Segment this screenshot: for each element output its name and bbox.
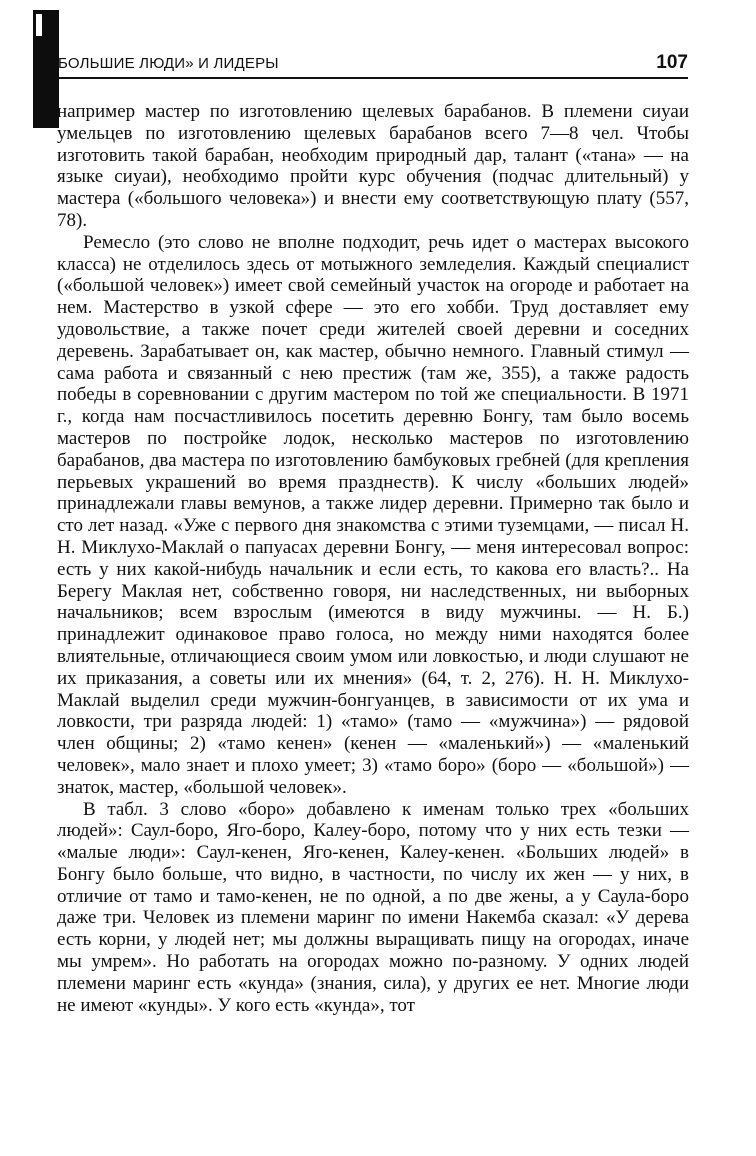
paragraph-3: В табл. 3 слово «боро» добавлено к именам только трех «больших людей»: Саул-боро, Яго-боро, Калеу-боро, потому что у них есть тезки — «малые люди»: Саул-кенен, Яго-кенен, Калеу-кенен. «Больших людей» в Бонгу было больше, что видно, в частности, по числу их жен — у них, в отличие от тамо и тамо-кенен, не по одной, а по две жены, а у Саула-боро даже три. Человек из племени маринг по имени Накемба сказал: «У дерева есть корни, у людей нет; мы должны выращивать пищу на огородах, иначе мы умрем». Но работать на огородах можно по-разному. У одних людей племени маринг есть «кунда» (знания, сила), у других ее нет. Многие люди не имеют «кунды». У кого есть «кунда», тот <box>57 798 689 1016</box>
running-head <box>58 52 688 74</box>
page-number: 107 <box>656 52 688 73</box>
header-rule <box>58 77 688 79</box>
binding-notch <box>36 14 42 36</box>
paragraph-2: Ремесло (это слово не вполне подходит, речь идет о мастерах высокого класса) не отделилось здесь от мотыжного земледелия. Каждый специалист («большой человек») имеет свой семейный участок на огороде и работает на нем. Мастерство в узкой сфере — это его хобби. Труд доставляет ему удовольствие, а также почет среди жителей своей деревни и соседних деревень. Зарабатывает он, как мастер, обычно немного. Главный стимул — сама работа и связанный с нею престиж (там же, 355), а также радость победы в соревновании с другим мастером по той же специальности. В 1971 г., когда нам посчастливилось посетить деревню Бонгу, там было восемь мастеров по постройке лодок, несколько мастеров по изготовлению барабанов, два мастера по изготовлению бамбуковых гребней (для крепления перьевых украшений во время празднеств). К числу «больших людей» принадлежали главы вемунов, а также лидер деревни. Примерно так было и сто лет назад. «Уже с первого дня знакомства с этими туземцами, — писал Н. Н. Миклухо-Маклай о папуасах деревни Бонгу, — меня интересовал вопрос: есть у них какой-нибудь начальник и если есть, то какова его власть?.. На Берегу Маклая нет, собственно говоря, ни наследственных, ни выборных начальников; всем взрослым (имеются в виду мужчины. — Н. Б.) принадлежит одинаковое право голоса, но между ними находятся более влиятельные, отличающиеся своим умом или ловкостью, и люди слушают не их приказания, а советы или их мнения» (64, т. 2, 276). Н. Н. Миклухо-Маклай выделил среди мужчин-бонгуанцев, в зависимости от их ума и ловкости, три разряда людей: 1) «тамо» (тамо — «мужчина») — рядовой член общины; 2) «тамо кенен» (кенен — «маленький») — «маленький человек», мало знает и плохо умеет; 3) «тамо боро» (боро — «большой») — знаток, мастер, «большой человек». <box>57 231 689 798</box>
running-head-title: БОЛЬШИЕ ЛЮДИ» И ЛИДЕРЫ <box>58 55 279 72</box>
paragraph-1: например мастер по изготовлению щелевых барабанов. В племени сиуаи умельцев по изготовлению щелевых барабанов всего 7—8 чел. Чтобы изготовить такой барабан, необходим природный дар, талант («тана» — на языке сиуаи), необходимо пройти курс обучения (подчас длительный) у мастера («большого человека») и внести ему соответствующую плату (557, 78). <box>57 101 689 231</box>
body-text <box>57 101 689 1016</box>
